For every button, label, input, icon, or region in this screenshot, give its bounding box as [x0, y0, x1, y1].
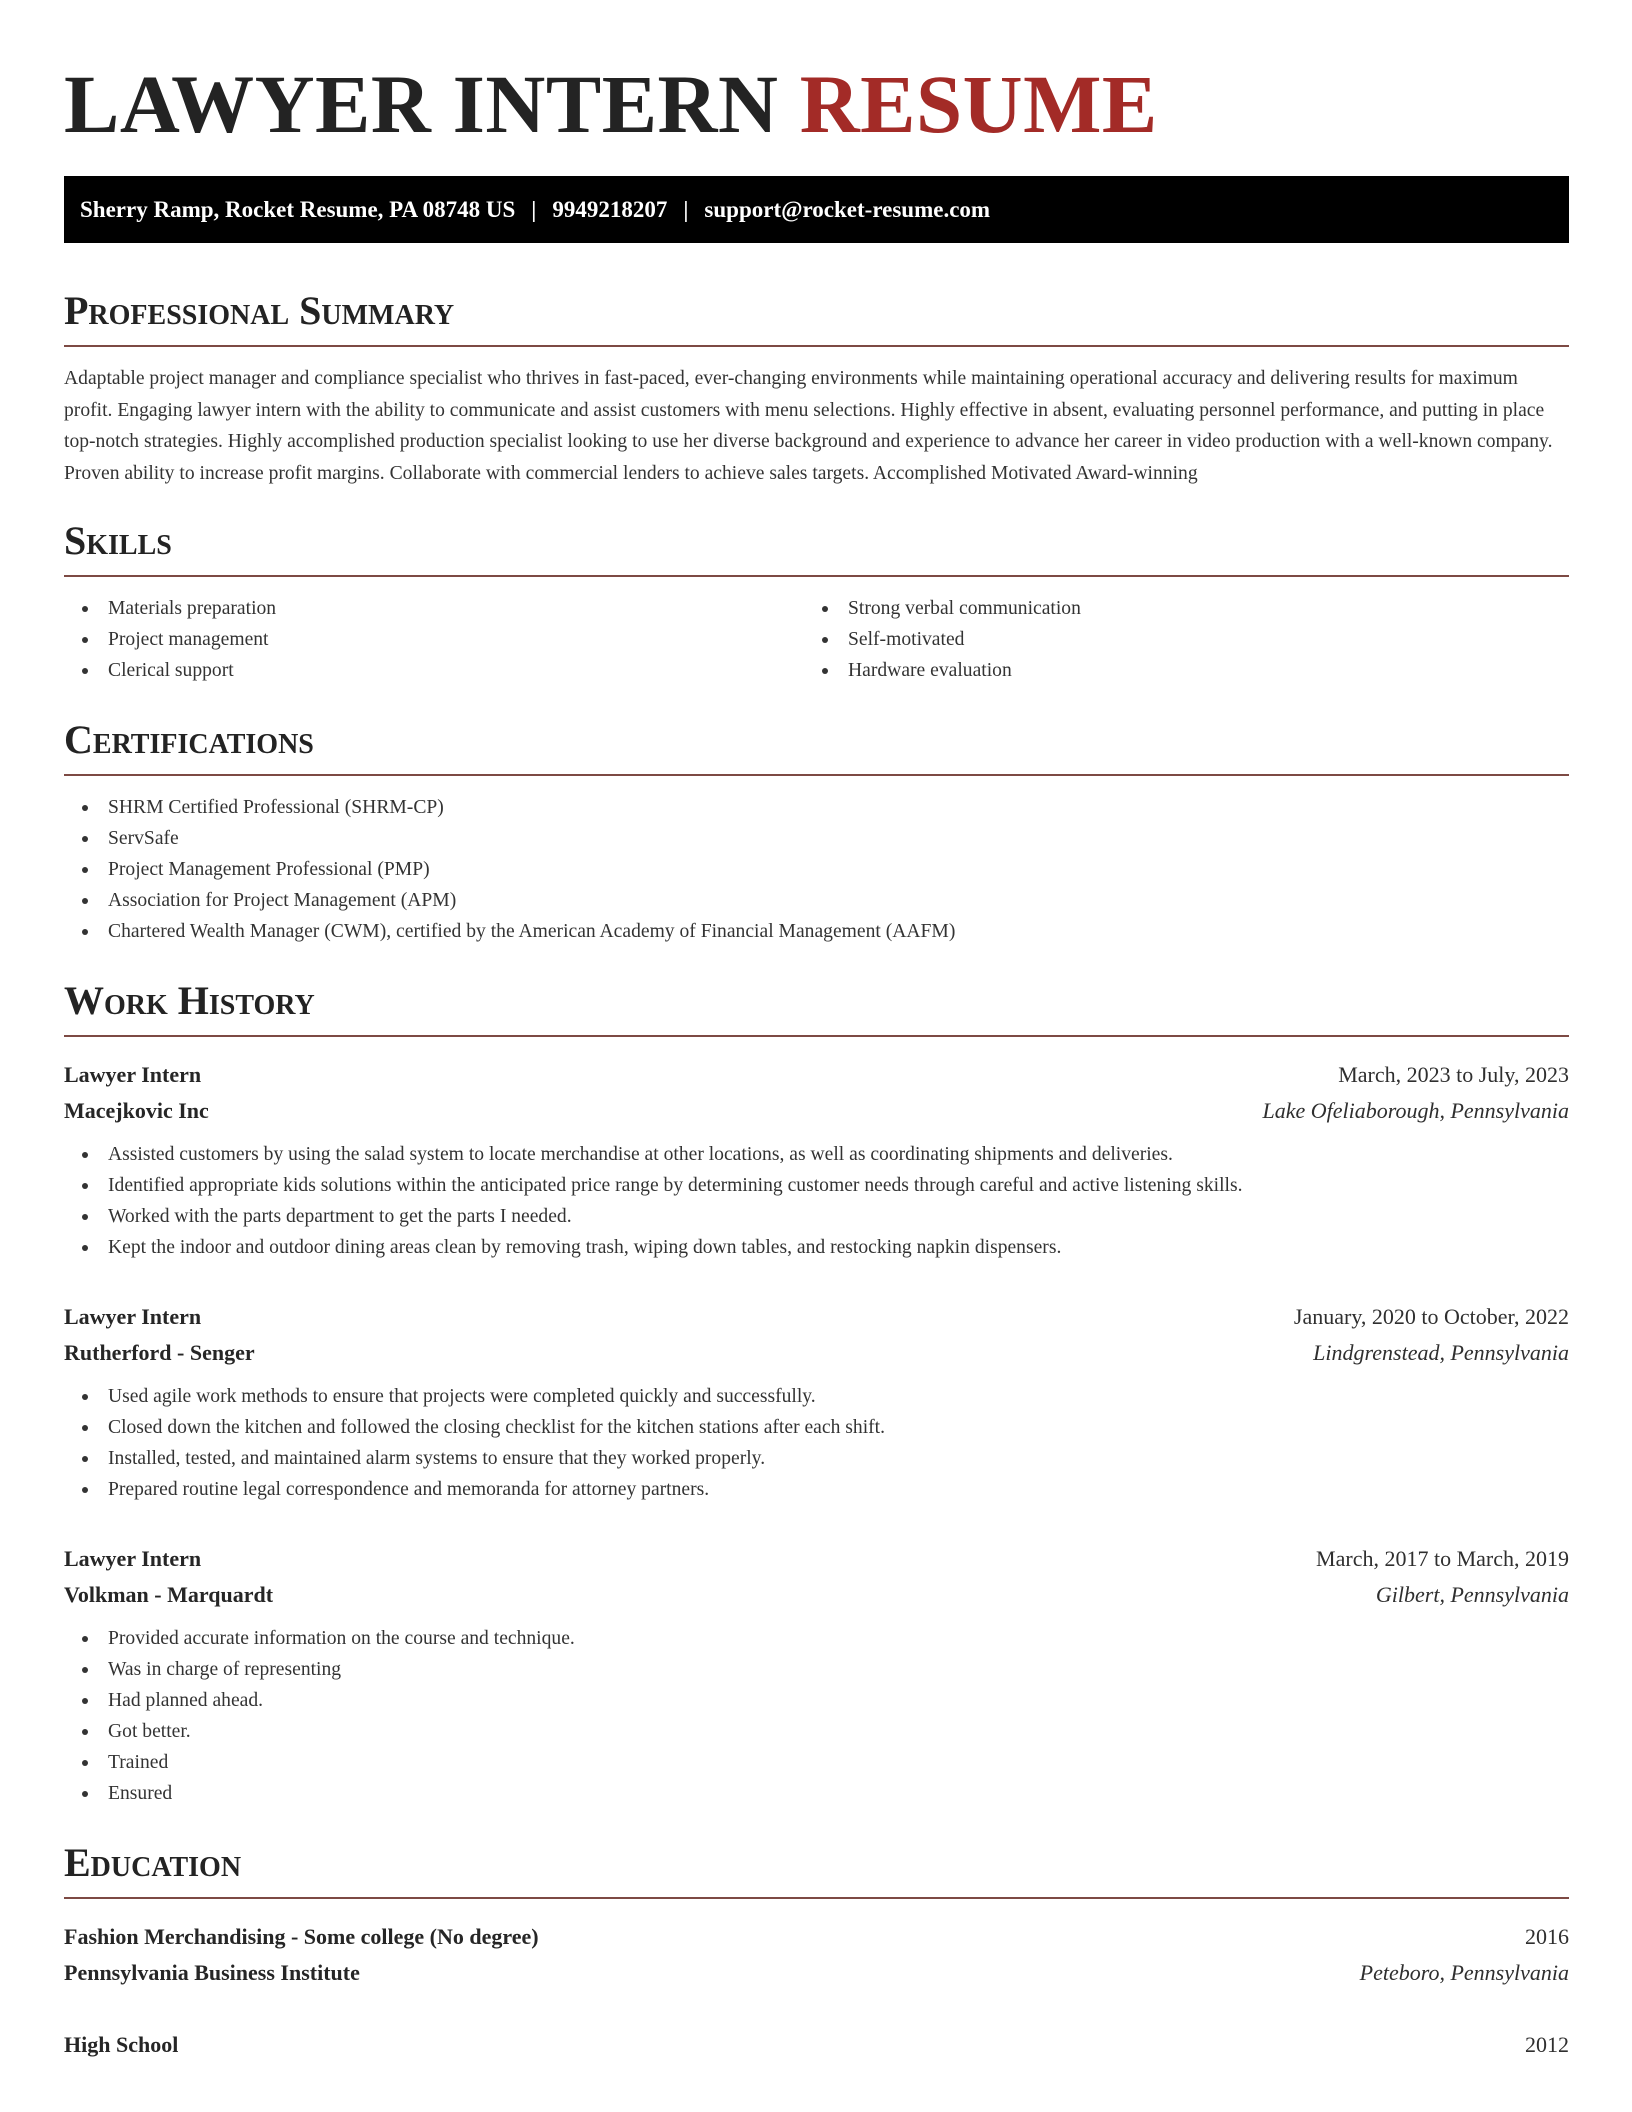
- job-duty: Assisted customers by using the salad system to locate merchandise at other locations, as well as coordinating shipments and deliveries.: [64, 1139, 1569, 1170]
- job-company-row: [64, 1093, 1569, 1129]
- certification-item: SHRM Certified Professional (SHRM-CP): [64, 792, 1569, 823]
- job-duties-list: [64, 1381, 1569, 1505]
- job-duty: Closed down the kitchen and followed the closing checklist for the kitchen stations after each shift.: [64, 1412, 1569, 1443]
- work-history-heading: Work History: [64, 977, 1569, 1037]
- contact-separator: |: [531, 196, 537, 222]
- job-location: Lindgrenstead, Pennsylvania: [1313, 1340, 1569, 1365]
- job-header-row: [64, 1057, 1569, 1093]
- job-company: Macejkovic Inc: [64, 1098, 209, 1123]
- skills-column-right: [804, 593, 1544, 686]
- education-school-row: [64, 1955, 1569, 1991]
- resume-title: [64, 58, 1569, 150]
- job-title: Lawyer Intern: [64, 1546, 202, 1571]
- job-duties-list: [64, 1623, 1569, 1809]
- skill-item: Self-motivated: [804, 624, 1544, 655]
- skill-item: Clerical support: [64, 655, 804, 686]
- job-duty: Prepared routine legal correspondence and memoranda for attorney partners.: [64, 1474, 1569, 1505]
- job-header-row: [64, 1541, 1569, 1577]
- job-title: Lawyer Intern: [64, 1062, 202, 1087]
- contact-separator: |: [683, 196, 689, 222]
- certifications-heading: Certifications: [64, 716, 1569, 776]
- education-degree: High School: [64, 2032, 179, 2057]
- skills-list-left: [64, 593, 804, 686]
- job-company-row: [64, 1335, 1569, 1371]
- job-title: Lawyer Intern: [64, 1304, 202, 1329]
- education-entry: [64, 2027, 1569, 2063]
- job-location: Lake Ofeliaborough, Pennsylvania: [1262, 1098, 1569, 1123]
- job-entry: [64, 1299, 1569, 1505]
- skills-list-right: [804, 593, 1544, 686]
- skill-item: Strong verbal communication: [804, 593, 1544, 624]
- certification-item: Chartered Wealth Manager (CWM), certified by the American Academy of Financial Management (AAFM): [64, 916, 1569, 947]
- job-company-row: [64, 1577, 1569, 1613]
- education-degree-row: [64, 2027, 1569, 2063]
- summary-heading: Professional Summary: [64, 287, 1569, 347]
- job-location: Gilbert, Pennsylvania: [1375, 1582, 1569, 1607]
- job-duty: Ensured: [64, 1778, 1569, 1809]
- title-main: LAWYER INTERN: [64, 58, 779, 150]
- education-entry: [64, 1919, 1569, 1991]
- job-duty: Was in charge of representing: [64, 1654, 1569, 1685]
- job-company: Volkman - Marquardt: [64, 1582, 274, 1607]
- job-duty: Worked with the parts department to get the parts I needed.: [64, 1201, 1569, 1232]
- contact-email: support@rocket-resume.com: [704, 196, 991, 222]
- job-duty: Got better.: [64, 1716, 1569, 1747]
- job-entry: [64, 1057, 1569, 1263]
- certification-item: Association for Project Management (APM): [64, 885, 1569, 916]
- job-dates: January, 2020 to October, 2022: [1293, 1304, 1569, 1329]
- certifications-list: [64, 792, 1569, 947]
- education-year: 2016: [1525, 1924, 1569, 1949]
- job-duty: Kept the indoor and outdoor dining areas clean by removing trash, wiping down tables, and restocking napkin dispensers.: [64, 1232, 1569, 1263]
- job-duty: Installed, tested, and maintained alarm systems to ensure that they worked properly.: [64, 1443, 1569, 1474]
- job-duties-list: [64, 1139, 1569, 1263]
- job-duty: Trained: [64, 1747, 1569, 1778]
- contact-address: Sherry Ramp, Rocket Resume, PA 08748 US: [80, 196, 516, 222]
- job-dates: March, 2023 to July, 2023: [1338, 1062, 1569, 1087]
- skills-column-left: [64, 593, 804, 686]
- job-duty: Provided accurate information on the course and technique.: [64, 1623, 1569, 1654]
- summary-text: Adaptable project manager and compliance specialist who thrives in fast-paced, ever-changing environments while maintaining operational accuracy and delivering results for maximum profit. Engaging lawyer intern with the ability to communicate and assist customers with menu selections. Highly effective in absent, evaluating personnel performance, and putting in place top-notch strategies. Highly accomplished production specialist looking to use her diverse background and experience to advance her career in video production with a well-known company. Proven ability to increase profit margins. Collaborate with commercial lenders to achieve sales targets. Accomplished Motivated Award-winning: [64, 368, 1553, 484]
- education-year: 2012: [1525, 2032, 1569, 2057]
- title-accent: RESUME: [799, 58, 1158, 150]
- job-duty: Had planned ahead.: [64, 1685, 1569, 1716]
- job-duty: Identified appropriate kids solutions within the anticipated price range by determining customer needs through careful and active listening skills.: [64, 1170, 1569, 1201]
- job-duty: Used agile work methods to ensure that projects were completed quickly and successfully.: [64, 1381, 1569, 1412]
- education-degree: Fashion Merchandising - Some college (No degree): [64, 1924, 539, 1949]
- job-company: Rutherford - Senger: [64, 1340, 255, 1365]
- contact-bar: [64, 176, 1569, 243]
- resume-page: [64, 0, 1569, 2063]
- job-dates: March, 2017 to March, 2019: [1316, 1546, 1569, 1571]
- education-degree-row: [64, 1919, 1569, 1955]
- skill-item: Hardware evaluation: [804, 655, 1544, 686]
- education-school: Pennsylvania Business Institute: [64, 1960, 360, 1985]
- education-heading: Education: [64, 1839, 1569, 1899]
- education-location: Peteboro, Pennsylvania: [1359, 1960, 1569, 1985]
- skill-item: Project management: [64, 624, 804, 655]
- contact-phone: 9949218207: [552, 196, 668, 222]
- job-entry: [64, 1541, 1569, 1809]
- skills-grid: [64, 593, 1569, 686]
- skills-heading: Skills: [64, 517, 1569, 577]
- job-header-row: [64, 1299, 1569, 1335]
- certification-item: ServSafe: [64, 823, 1569, 854]
- skill-item: Materials preparation: [64, 593, 804, 624]
- certification-item: Project Management Professional (PMP): [64, 854, 1569, 885]
